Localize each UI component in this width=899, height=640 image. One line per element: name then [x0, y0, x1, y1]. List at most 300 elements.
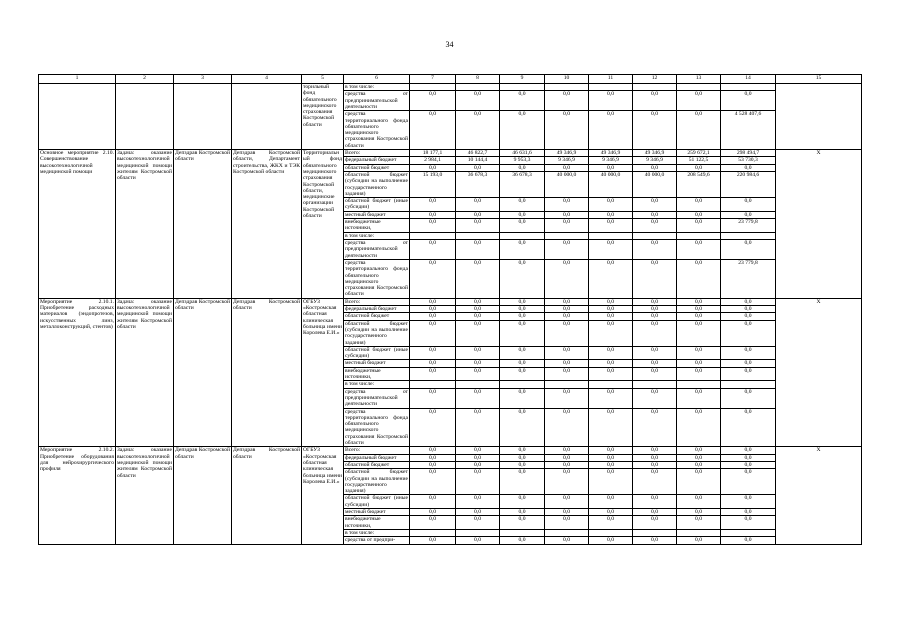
- amount-cell: 208 549,6: [677, 171, 721, 197]
- amount-cell: [589, 232, 633, 239]
- section-col15-cell: [776, 84, 862, 150]
- amount-cell: 0,0: [677, 516, 721, 530]
- amount-cell: 0,0: [633, 516, 677, 530]
- amount-cell: 0,0: [589, 495, 633, 509]
- amount-cell: [677, 84, 721, 91]
- amount-cell: 0,0: [500, 469, 545, 495]
- amount-cell: 0,0: [500, 320, 545, 346]
- amount-cell: 0,0: [410, 111, 456, 150]
- amount-cell: 0,0: [410, 164, 456, 171]
- amount-cell: 0,0: [456, 211, 500, 218]
- amount-cell: 0,0: [500, 495, 545, 509]
- amount-cell: 0,0: [721, 91, 776, 111]
- amount-cell: 0,0: [589, 298, 633, 305]
- funding-source-label: федеральный бюджет: [344, 454, 410, 461]
- amount-cell: 0,0: [633, 454, 677, 461]
- section-col15-cell: X: [776, 298, 862, 447]
- amount-cell: 0,0: [721, 388, 776, 408]
- funding-source-label: Всего:: [344, 298, 410, 305]
- amount-cell: 0,0: [456, 111, 500, 150]
- amount-cell: 0,0: [677, 219, 721, 233]
- amount-cell: 40 000,0: [545, 171, 589, 197]
- amount-cell: 0,0: [545, 164, 589, 171]
- amount-cell: 0,0: [589, 313, 633, 320]
- amount-cell: 46 822,7: [456, 150, 500, 157]
- amount-cell: 0,0: [721, 495, 776, 509]
- amount-cell: 0,0: [677, 447, 721, 454]
- amount-cell: 0,0: [456, 164, 500, 171]
- amount-cell: 0,0: [721, 320, 776, 346]
- amount-cell: 0,0: [500, 367, 545, 381]
- amount-cell: 0,0: [545, 461, 589, 468]
- amount-cell: 0,0: [589, 346, 633, 360]
- amount-cell: [721, 529, 776, 536]
- amount-cell: 2 984,1: [410, 157, 456, 164]
- amount-cell: 0,0: [589, 469, 633, 495]
- amount-cell: 0,0: [589, 239, 633, 259]
- amount-cell: 0,0: [410, 320, 456, 346]
- amount-cell: 0,0: [545, 454, 589, 461]
- amount-cell: 0,0: [410, 495, 456, 509]
- amount-cell: 0,0: [410, 454, 456, 461]
- amount-cell: 36 678,3: [500, 171, 545, 197]
- amount-cell: [633, 232, 677, 239]
- funding-source-label: областной бюджет: [344, 313, 410, 320]
- amount-cell: 0,0: [589, 454, 633, 461]
- amount-cell: 0,0: [677, 259, 721, 298]
- amount-cell: [545, 232, 589, 239]
- amount-cell: 0,0: [456, 469, 500, 495]
- column-number-cell: 6: [344, 75, 410, 84]
- amount-cell: 0,0: [633, 219, 677, 233]
- amount-cell: 0,0: [677, 91, 721, 111]
- amount-cell: 0,0: [633, 211, 677, 218]
- amount-cell: 0,0: [456, 239, 500, 259]
- table-row: [39, 84, 862, 91]
- amount-cell: 0,0: [633, 91, 677, 111]
- amount-cell: 0,0: [410, 367, 456, 381]
- amount-cell: 9 346,9: [545, 157, 589, 164]
- amount-cell: 0,0: [633, 388, 677, 408]
- amount-cell: 0,0: [456, 259, 500, 298]
- section-col3-cell: [174, 84, 232, 150]
- amount-cell: 0,0: [677, 408, 721, 447]
- amount-cell: 0,0: [633, 111, 677, 150]
- amount-cell: 0,0: [677, 164, 721, 171]
- amount-cell: 0,0: [500, 306, 545, 313]
- amount-cell: [410, 84, 456, 91]
- amount-cell: 0,0: [545, 408, 589, 447]
- amount-cell: 49 346,9: [589, 150, 633, 157]
- amount-cell: [633, 529, 677, 536]
- amount-cell: 298 494,7: [721, 150, 776, 157]
- amount-cell: 51 122,5: [677, 157, 721, 164]
- amount-cell: [721, 381, 776, 388]
- amount-cell: 0,0: [721, 360, 776, 367]
- amount-cell: [410, 381, 456, 388]
- section-col15-cell: X: [776, 447, 862, 544]
- amount-cell: 0,0: [633, 164, 677, 171]
- amount-cell: 0,0: [410, 388, 456, 408]
- amount-cell: 49 346,9: [633, 150, 677, 157]
- amount-cell: 0,0: [456, 454, 500, 461]
- funding-source-label: средства от предпринимательской деятельности: [345, 91, 408, 110]
- amount-cell: 0,0: [589, 111, 633, 150]
- amount-cell: 0,0: [545, 447, 589, 454]
- section-col2-cell: Задача: оказание высокотехнологичной медицинской помощи жителям Костромской области: [116, 447, 174, 544]
- section-col5-cell: ОГБУЗ «Костромская областная клиническая больница имени Королева Е.И.»: [302, 298, 344, 447]
- section-col1-cell: Основное мероприятие 2.10. Совершенствование высокотехнологичной медицинской помощи: [39, 150, 116, 299]
- amount-cell: 0,0: [633, 298, 677, 305]
- amount-cell: 0,0: [589, 306, 633, 313]
- amount-cell: 0,0: [500, 447, 545, 454]
- amount-cell: 0,0: [721, 346, 776, 360]
- amount-cell: 0,0: [721, 516, 776, 530]
- funding-source-label: областной бюджет (субсидии на выполнение государственного задания): [345, 171, 408, 197]
- amount-cell: 0,0: [677, 367, 721, 381]
- amount-cell: 9 346,9: [633, 157, 677, 164]
- funding-source-label: федеральный бюджет: [344, 157, 410, 164]
- funding-source-label: средства территориального фонда обязательного медицинского страхования Костромской области: [345, 408, 408, 447]
- amount-cell: 0,0: [589, 461, 633, 468]
- amount-cell: [677, 381, 721, 388]
- amount-cell: 0,0: [500, 509, 545, 516]
- amount-cell: 0,0: [456, 516, 500, 530]
- funding-source-label: средства от предпринимательской деятельности: [345, 388, 408, 408]
- amount-cell: 0,0: [677, 495, 721, 509]
- amount-cell: 0,0: [677, 313, 721, 320]
- amount-cell: 0,0: [633, 509, 677, 516]
- funding-source-label: местный бюджет: [344, 509, 410, 516]
- amount-cell: 0,0: [410, 298, 456, 305]
- amount-cell: 0,0: [589, 219, 633, 233]
- amount-cell: 53 730,3: [721, 157, 776, 164]
- amount-cell: 0,0: [456, 320, 500, 346]
- amount-cell: 0,0: [545, 239, 589, 259]
- amount-cell: [410, 529, 456, 536]
- table-row: [39, 298, 862, 305]
- amount-cell: 0,0: [500, 259, 545, 298]
- amount-cell: [500, 529, 545, 536]
- amount-cell: 0,0: [410, 259, 456, 298]
- amount-cell: 0,0: [500, 91, 545, 111]
- amount-cell: 0,0: [410, 91, 456, 111]
- amount-cell: [545, 529, 589, 536]
- column-number-cell: 5: [302, 75, 344, 84]
- amount-cell: 0,0: [456, 367, 500, 381]
- section-col5-cell: Территориальный фонд обязательного медицинского страхования Костромской области, медицинские организации Костромской области: [302, 150, 344, 299]
- funding-source-label: в том числе:: [344, 84, 410, 91]
- funding-source-label: Всего:: [344, 447, 410, 454]
- column-number-cell: 7: [410, 75, 456, 84]
- column-number-cell: 13: [677, 75, 721, 84]
- section-col4-cell: Депздрав Костромской области, Департамент строительства, ЖКХ и ТЭК Костромской области: [232, 150, 302, 299]
- amount-cell: [456, 232, 500, 239]
- amount-cell: 0,0: [677, 239, 721, 259]
- amount-cell: [456, 381, 500, 388]
- amount-cell: 0,0: [410, 461, 456, 468]
- section-col4-cell: [232, 84, 302, 150]
- amount-cell: 0,0: [410, 346, 456, 360]
- amount-cell: 0,0: [677, 454, 721, 461]
- amount-cell: 0,0: [677, 346, 721, 360]
- amount-cell: [545, 381, 589, 388]
- amount-cell: 0,0: [500, 239, 545, 259]
- section-col1-cell: Мероприятие 2.10.2. Приобретение оборудования для нейрохирургического профиля: [39, 447, 116, 544]
- amount-cell: 0,0: [456, 509, 500, 516]
- amount-cell: 9 953,3: [500, 157, 545, 164]
- amount-cell: 0,0: [677, 469, 721, 495]
- amount-cell: 0,0: [456, 91, 500, 111]
- amount-cell: 0,0: [677, 360, 721, 367]
- amount-cell: 0,0: [456, 447, 500, 454]
- amount-cell: 0,0: [456, 219, 500, 233]
- amount-cell: 0,0: [500, 164, 545, 171]
- amount-cell: 0,0: [410, 360, 456, 367]
- amount-cell: 40 000,0: [633, 171, 677, 197]
- amount-cell: 0,0: [410, 537, 456, 544]
- amount-cell: 0,0: [721, 239, 776, 259]
- amount-cell: 0,0: [500, 388, 545, 408]
- amount-cell: 0,0: [545, 495, 589, 509]
- amount-cell: 0,0: [500, 537, 545, 544]
- column-number-cell: 8: [456, 75, 500, 84]
- section-col1-cell: [39, 84, 116, 150]
- funding-source-label: внебюджетные источники,: [344, 367, 410, 381]
- amount-cell: 0,0: [721, 298, 776, 305]
- amount-cell: 23 779,8: [721, 259, 776, 298]
- amount-cell: 0,0: [721, 454, 776, 461]
- amount-cell: [589, 84, 633, 91]
- amount-cell: 0,0: [721, 447, 776, 454]
- program-financing-table: [38, 74, 862, 545]
- amount-cell: 0,0: [545, 91, 589, 111]
- amount-cell: 0,0: [545, 198, 589, 212]
- funding-source-label: областной бюджет (субсидии на выполнение государственного задания): [345, 469, 408, 495]
- amount-cell: 9 346,9: [589, 157, 633, 164]
- amount-cell: 0,0: [589, 259, 633, 298]
- amount-cell: 0,0: [721, 461, 776, 468]
- amount-cell: 0,0: [545, 367, 589, 381]
- amount-cell: 0,0: [589, 211, 633, 218]
- amount-cell: 0,0: [456, 306, 500, 313]
- column-number-cell: 2: [116, 75, 174, 84]
- amount-cell: 0,0: [410, 306, 456, 313]
- funding-source-label: областной бюджет (иные субсидии): [345, 198, 408, 211]
- amount-cell: 0,0: [456, 388, 500, 408]
- section-col3-cell: Депздрав Костромской области: [174, 150, 232, 299]
- amount-cell: 0,0: [677, 509, 721, 516]
- amount-cell: 36 678,3: [456, 171, 500, 197]
- amount-cell: 0,0: [500, 360, 545, 367]
- amount-cell: 0,0: [500, 346, 545, 360]
- amount-cell: 0,0: [677, 111, 721, 150]
- section-col5-cell: ОГБУЗ «Костромская областная клиническая больница имени Королева Е.И.»: [302, 447, 344, 544]
- funding-source-label: средства от предпринимательской деятельности: [345, 239, 408, 259]
- amount-cell: 0,0: [410, 509, 456, 516]
- amount-cell: 0,0: [589, 164, 633, 171]
- amount-cell: [500, 84, 545, 91]
- amount-cell: [456, 529, 500, 536]
- amount-cell: 0,0: [500, 211, 545, 218]
- amount-cell: 18 177,1: [410, 150, 456, 157]
- amount-cell: 0,0: [677, 388, 721, 408]
- funding-source-label: средства территориального фонда обязательного медицинского страхования Костромской области: [345, 111, 408, 149]
- amount-cell: 0,0: [589, 388, 633, 408]
- amount-cell: 0,0: [545, 320, 589, 346]
- amount-cell: 0,0: [721, 313, 776, 320]
- amount-cell: 0,0: [500, 408, 545, 447]
- amount-cell: 0,0: [545, 111, 589, 150]
- column-number-cell: 12: [633, 75, 677, 84]
- amount-cell: 49 346,9: [545, 150, 589, 157]
- funding-source-label: областной бюджет (субсидии на выполнение государственного задания): [345, 320, 408, 346]
- table-row: [39, 150, 862, 157]
- amount-cell: 0,0: [721, 537, 776, 544]
- column-number-cell: 3: [174, 75, 232, 84]
- amount-cell: 0,0: [410, 447, 456, 454]
- funding-source-label: областной бюджет: [344, 461, 410, 468]
- column-number-cell: 14: [721, 75, 776, 84]
- amount-cell: 0,0: [677, 461, 721, 468]
- section-col3-cell: Депздрав Костромской области: [174, 298, 232, 447]
- funding-source-label: Всего:: [344, 150, 410, 157]
- amount-cell: 0,0: [456, 198, 500, 212]
- amount-cell: 0,0: [456, 346, 500, 360]
- amount-cell: 0,0: [633, 447, 677, 454]
- column-number-cell: 4: [232, 75, 302, 84]
- amount-cell: [410, 232, 456, 239]
- amount-cell: 0,0: [545, 313, 589, 320]
- amount-cell: 0,0: [410, 239, 456, 259]
- amount-cell: 0,0: [545, 516, 589, 530]
- amount-cell: 0,0: [589, 198, 633, 212]
- amount-cell: 0,0: [545, 298, 589, 305]
- column-number-header-row: [39, 75, 862, 84]
- amount-cell: 0,0: [456, 360, 500, 367]
- funding-source-label: областной бюджет (иные субсидии): [345, 346, 408, 360]
- amount-cell: 0,0: [456, 495, 500, 509]
- funding-source-label: областной бюджет (иные субсидии): [345, 495, 408, 508]
- funding-source-label: средства территориального фонда обязательного медицинского страхования Костромской области: [345, 259, 408, 298]
- funding-source-label: средства от предпри-: [344, 537, 410, 544]
- amount-cell: [589, 529, 633, 536]
- amount-cell: 0,0: [410, 408, 456, 447]
- section-col3-cell: Депздрав Костромской области: [174, 447, 232, 544]
- amount-cell: 0,0: [633, 469, 677, 495]
- amount-cell: 0,0: [589, 447, 633, 454]
- section-col4-cell: Депздрав Костромской области: [232, 447, 302, 544]
- amount-cell: 0,0: [410, 211, 456, 218]
- amount-cell: 0,0: [589, 360, 633, 367]
- amount-cell: 0,0: [410, 469, 456, 495]
- amount-cell: 0,0: [589, 509, 633, 516]
- amount-cell: 0,0: [721, 367, 776, 381]
- column-number-cell: 1: [39, 75, 116, 84]
- amount-cell: 0,0: [677, 320, 721, 346]
- amount-cell: [500, 232, 545, 239]
- amount-cell: 0,0: [677, 537, 721, 544]
- amount-cell: 10 144,4: [456, 157, 500, 164]
- amount-cell: 0,0: [721, 509, 776, 516]
- amount-cell: 0,0: [677, 198, 721, 212]
- section-col1-cell: Мероприятие 2.10.1. Приобретение расходных материалов (эндопротезов, искусственных линз, металлоконструкций, стентов): [39, 298, 116, 447]
- amount-cell: [545, 84, 589, 91]
- amount-cell: 0,0: [545, 388, 589, 408]
- amount-cell: 0,0: [633, 408, 677, 447]
- amount-cell: 0,0: [721, 198, 776, 212]
- amount-cell: 46 631,6: [500, 150, 545, 157]
- amount-cell: 0,0: [500, 219, 545, 233]
- amount-cell: [721, 84, 776, 91]
- amount-cell: 0,0: [456, 408, 500, 447]
- section-col2-cell: Задача: оказание высокотехнологичной медицинской помощи жителям Костромской области: [116, 298, 174, 447]
- amount-cell: 0,0: [456, 313, 500, 320]
- amount-cell: 0,0: [545, 469, 589, 495]
- amount-cell: 259 672,1: [677, 150, 721, 157]
- funding-source-label: местный бюджет: [344, 360, 410, 367]
- table-row: [39, 447, 862, 454]
- funding-source-label: областной бюджет: [344, 164, 410, 171]
- amount-cell: 0,0: [633, 313, 677, 320]
- amount-cell: 0,0: [410, 219, 456, 233]
- amount-cell: 220 984,6: [721, 171, 776, 197]
- amount-cell: 0,0: [500, 516, 545, 530]
- funding-source-label: в том числе:: [344, 232, 410, 239]
- amount-cell: 0,0: [545, 537, 589, 544]
- section-col5-cell: торильный фонд обязательного медицинского страхования Костромской области: [302, 84, 344, 150]
- amount-cell: 0,0: [677, 306, 721, 313]
- amount-cell: 0,0: [589, 320, 633, 346]
- amount-cell: 0,0: [633, 360, 677, 367]
- amount-cell: 0,0: [633, 367, 677, 381]
- funding-source-label: местный бюджет: [344, 211, 410, 218]
- amount-cell: 0,0: [677, 211, 721, 218]
- amount-cell: [633, 84, 677, 91]
- amount-cell: 0,0: [633, 259, 677, 298]
- amount-cell: 0,0: [589, 367, 633, 381]
- amount-cell: [589, 381, 633, 388]
- section-col2-cell: [116, 84, 174, 150]
- funding-source-label: в том числе:: [344, 381, 410, 388]
- amount-cell: 15 193,0: [410, 171, 456, 197]
- amount-cell: 40 000,0: [589, 171, 633, 197]
- section-col2-cell: Задача: оказание высокотехнологичной медицинской помощи жителям Костромской области: [116, 150, 174, 299]
- amount-cell: [677, 529, 721, 536]
- amount-cell: 0,0: [721, 211, 776, 218]
- amount-cell: 0,0: [633, 320, 677, 346]
- amount-cell: 0,0: [589, 537, 633, 544]
- amount-cell: 0,0: [545, 509, 589, 516]
- amount-cell: 0,0: [500, 454, 545, 461]
- amount-cell: 0,0: [633, 306, 677, 313]
- funding-source-label: в том числе:: [344, 529, 410, 536]
- amount-cell: 0,0: [410, 516, 456, 530]
- amount-cell: 0,0: [545, 360, 589, 367]
- amount-cell: [677, 232, 721, 239]
- amount-cell: 0,0: [500, 461, 545, 468]
- amount-cell: 0,0: [545, 346, 589, 360]
- amount-cell: [633, 381, 677, 388]
- amount-cell: 0,0: [721, 164, 776, 171]
- amount-cell: 0,0: [545, 211, 589, 218]
- amount-cell: 0,0: [456, 461, 500, 468]
- amount-cell: 0,0: [721, 469, 776, 495]
- amount-cell: 0,0: [500, 313, 545, 320]
- column-number-cell: 10: [545, 75, 589, 84]
- amount-cell: 0,0: [500, 198, 545, 212]
- page-number: 34: [445, 40, 454, 49]
